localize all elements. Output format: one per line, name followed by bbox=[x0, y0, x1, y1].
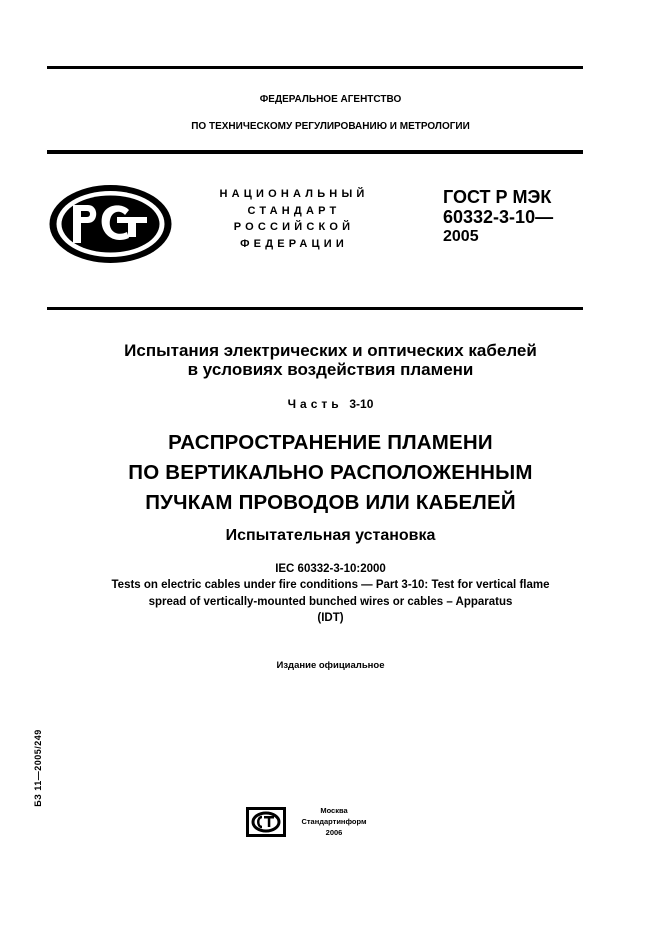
iec-idt: (IDT) bbox=[317, 612, 344, 624]
main-title-line-3: ПУЧКАМ ПРОВОДОВ ИЛИ КАБЕЛЕЙ bbox=[145, 491, 516, 514]
standard-code-line-1: ГОСТ Р МЭК bbox=[443, 187, 552, 207]
part-label bbox=[0, 397, 661, 411]
iec-title-line-2: spread of vertically-mounted bunched wires or cables – Apparatus bbox=[148, 596, 513, 608]
iec-title-line-1: Tests on electric cables under fire conditions — Part 3-10: Test for vertical flame bbox=[111, 579, 550, 591]
national-line: НАЦИОНАЛЬНЫЙ bbox=[219, 188, 369, 200]
standard-code-year: 2005 bbox=[443, 228, 479, 245]
standartinform-logo-icon bbox=[246, 807, 286, 837]
publisher-year: 2006 bbox=[325, 828, 343, 837]
side-code: БЗ 11—2005/249 bbox=[33, 729, 43, 807]
part-word: Часть bbox=[287, 397, 343, 411]
main-title-line-2: ПО ВЕРТИКАЛЬНО РАСПОЛОЖЕННЫМ bbox=[128, 461, 533, 484]
mid-rule bbox=[47, 307, 583, 310]
part-number: 3-10 bbox=[349, 397, 374, 411]
edition-label: Издание официальное bbox=[276, 660, 385, 671]
title-line-1: Испытания электрических и оптических кабелей bbox=[124, 341, 537, 360]
iec-number: IEC 60332-3-10:2000 bbox=[275, 563, 386, 575]
publisher-name: Стандартинформ bbox=[301, 817, 367, 826]
standard-code bbox=[443, 187, 553, 247]
publisher-info bbox=[294, 805, 374, 838]
gost-r-certification-mark-icon bbox=[47, 183, 174, 265]
title-line-2: в условиях воздействия пламени bbox=[187, 360, 474, 379]
national-line: РОССИЙСКОЙ bbox=[233, 221, 355, 233]
agency-line-1: ФЕДЕРАЛЬНОЕ АГЕНТСТВО bbox=[259, 94, 402, 105]
national-line: СТАНДАРТ bbox=[247, 204, 341, 217]
national-line: ФЕДЕРАЦИИ bbox=[240, 237, 348, 250]
publisher-city: Москва bbox=[320, 806, 348, 815]
agency-line-2: ПО ТЕХНИЧЕСКОМУ РЕГУЛИРОВАНИЮ И МЕТРОЛОГИИ bbox=[191, 121, 470, 132]
standard-code-line-2: 60332-3-10— bbox=[443, 207, 554, 227]
subtitle: Испытательная установка bbox=[225, 527, 436, 544]
header-rule bbox=[47, 150, 583, 154]
national-standard-label bbox=[206, 186, 382, 252]
main-title-line-1: РАСПРОСТРАНЕНИЕ ПЛАМЕНИ bbox=[168, 431, 493, 454]
top-rule bbox=[47, 66, 583, 69]
